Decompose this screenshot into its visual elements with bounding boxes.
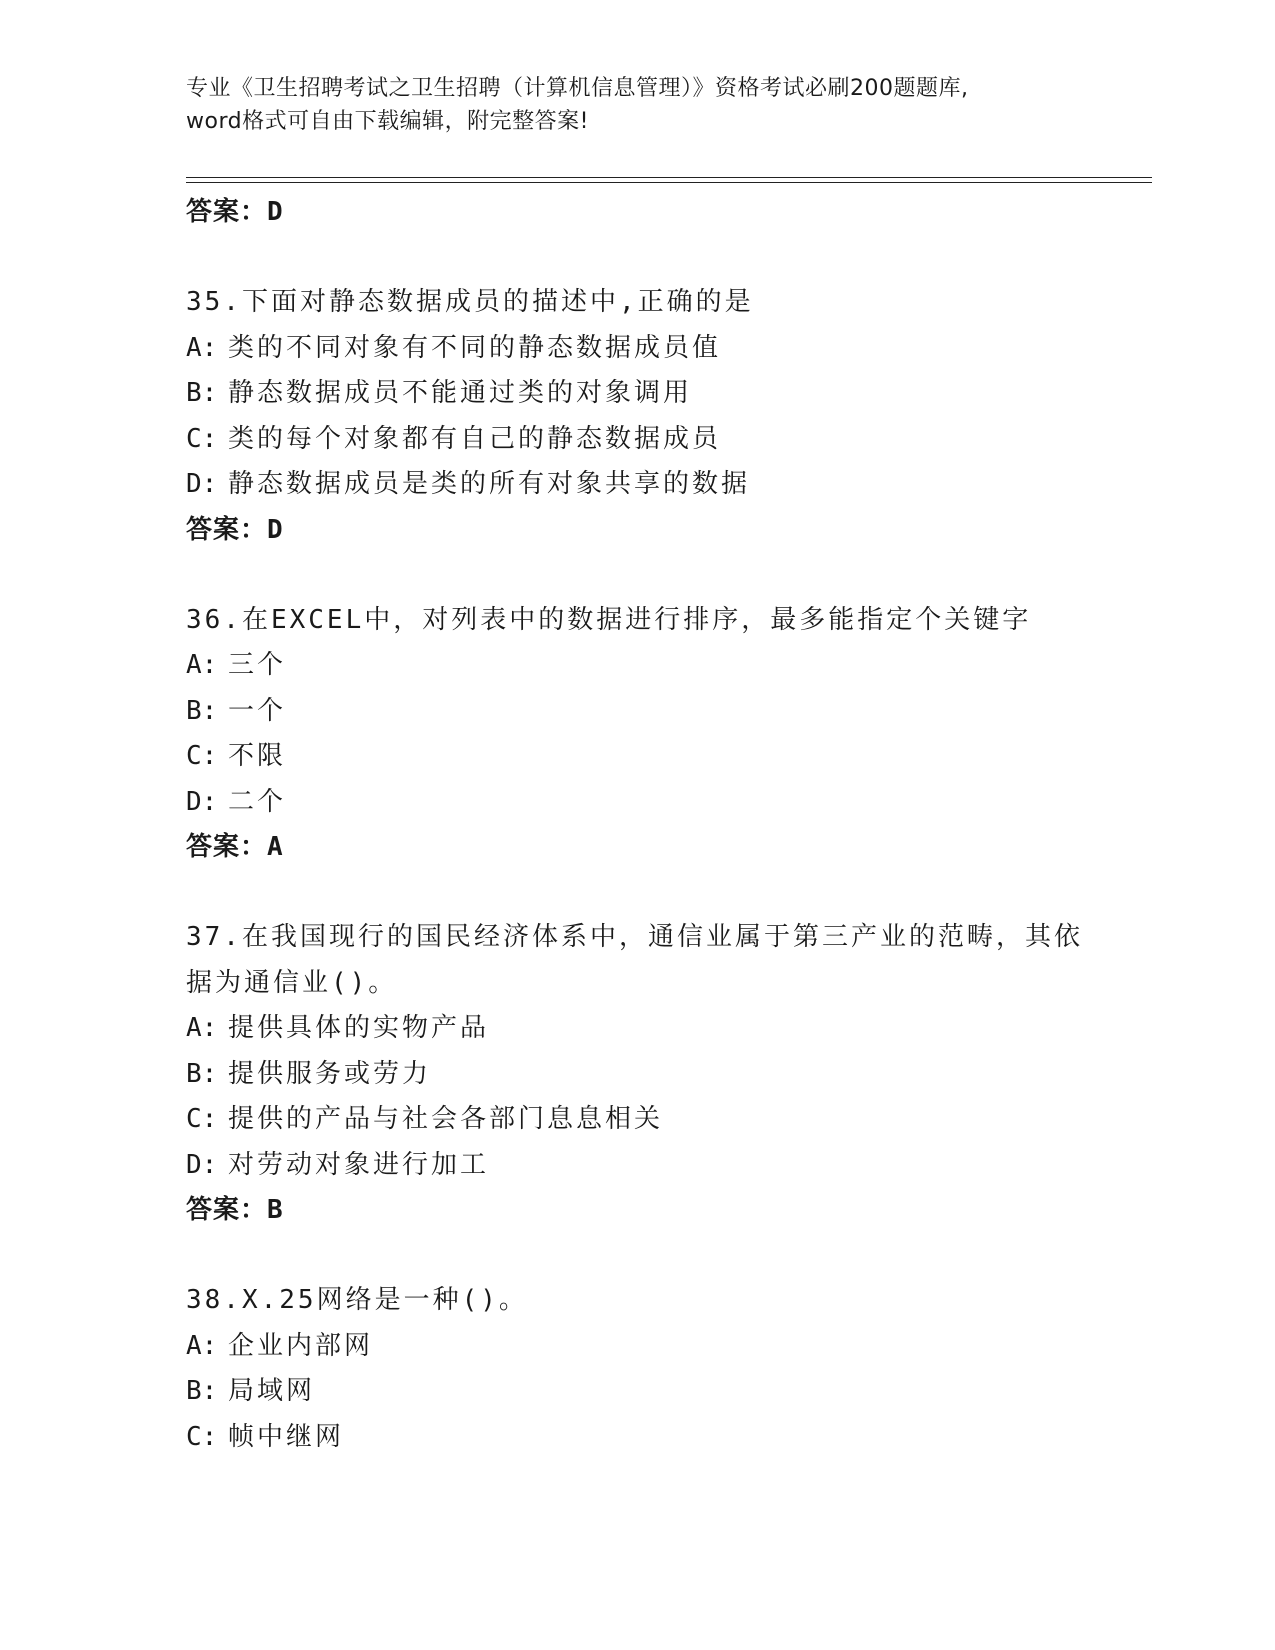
answer-label: 答案：	[186, 197, 268, 227]
answer-value: D	[267, 514, 284, 545]
answer-value: B	[267, 1195, 284, 1225]
option-text: 静态数据成员不能通过类的对象调用	[228, 378, 693, 408]
option-text: 提供具体的实物产品	[228, 1013, 490, 1043]
option-c	[186, 1097, 1146, 1143]
option-b	[186, 1369, 1146, 1415]
answer-label: 答案：	[186, 832, 268, 862]
option-a	[186, 643, 1146, 689]
option-a	[186, 1006, 1146, 1052]
header-divider-top	[186, 177, 1152, 178]
question-text: 38.X.25网络是一种()。	[186, 1285, 528, 1315]
header-line-2: word格式可自由下载编辑，附完整答案!	[186, 109, 589, 134]
option-key: C:	[186, 423, 218, 454]
document-header	[186, 72, 1106, 138]
question-text-line-1: 37.在我国现行的国民经济体系中，通信业属于第三产业的范畴，其依	[186, 922, 1083, 952]
option-key: B:	[186, 1058, 218, 1089]
option-text: 三个	[228, 650, 287, 680]
option-text: 不限	[228, 741, 287, 771]
question-text: 35.下面对静态数据成员的描述中,正确的是	[186, 287, 754, 317]
option-a	[186, 1324, 1146, 1370]
question-38	[186, 1278, 1146, 1460]
header-line-1: 专业《卫生招聘考试之卫生招聘（计算机信息管理）》资格考试必刷200题题库,	[186, 76, 969, 101]
answer-line	[186, 825, 1146, 870]
answer-value: D	[267, 197, 284, 227]
option-text: 提供服务或劳力	[228, 1058, 432, 1089]
option-text: 提供的产品与社会各部门息息相关	[228, 1104, 664, 1134]
option-text: 企业内部网	[228, 1330, 374, 1361]
answer-line	[186, 508, 1146, 553]
option-key: B:	[186, 695, 218, 726]
option-text: 类的不同对象有不同的静态数据成员值	[228, 332, 722, 363]
option-key: D:	[186, 1149, 218, 1180]
option-key: C:	[186, 1421, 218, 1452]
question-36	[186, 598, 1146, 871]
option-key: D:	[186, 469, 218, 499]
answer-line	[186, 190, 1146, 235]
option-text: 一个	[228, 695, 287, 726]
option-d	[186, 780, 1146, 826]
answer-label: 答案：	[186, 514, 268, 545]
answer-label: 答案：	[186, 1195, 268, 1225]
option-a	[186, 326, 1146, 372]
option-c	[186, 1415, 1146, 1461]
question-text-line-2: 据为通信业()。	[186, 967, 398, 998]
option-c	[186, 734, 1146, 780]
option-key: A:	[186, 332, 218, 363]
option-c	[186, 417, 1146, 463]
option-key: C:	[186, 741, 218, 771]
option-b	[186, 689, 1146, 735]
option-key: C:	[186, 1104, 218, 1134]
option-text: 对劳动对象进行加工	[228, 1149, 490, 1180]
option-text: 类的每个对象都有自己的静态数据成员	[228, 423, 722, 454]
option-d	[186, 1143, 1146, 1189]
question-37	[186, 915, 1146, 1233]
question-35	[186, 280, 1146, 553]
answer-value: A	[267, 832, 284, 862]
option-key: A:	[186, 650, 218, 680]
option-text: 帧中继网	[228, 1421, 345, 1452]
option-key: A:	[186, 1013, 218, 1043]
option-key: B:	[186, 378, 218, 408]
option-text: 局域网	[228, 1376, 316, 1406]
option-b	[186, 371, 1146, 417]
option-b	[186, 1052, 1146, 1098]
question-list	[186, 190, 1146, 1460]
option-key: A:	[186, 1330, 218, 1361]
option-text: 二个	[228, 786, 287, 817]
question-text: 36.在EXCEL中，对列表中的数据进行排序，最多能指定个关键字	[186, 604, 1032, 635]
option-key: B:	[186, 1376, 218, 1406]
option-key: D:	[186, 786, 218, 817]
header-divider-bottom	[186, 182, 1152, 183]
option-text: 静态数据成员是类的所有对象共享的数据	[228, 469, 751, 499]
answer-line	[186, 1188, 1146, 1233]
option-d	[186, 462, 1146, 508]
